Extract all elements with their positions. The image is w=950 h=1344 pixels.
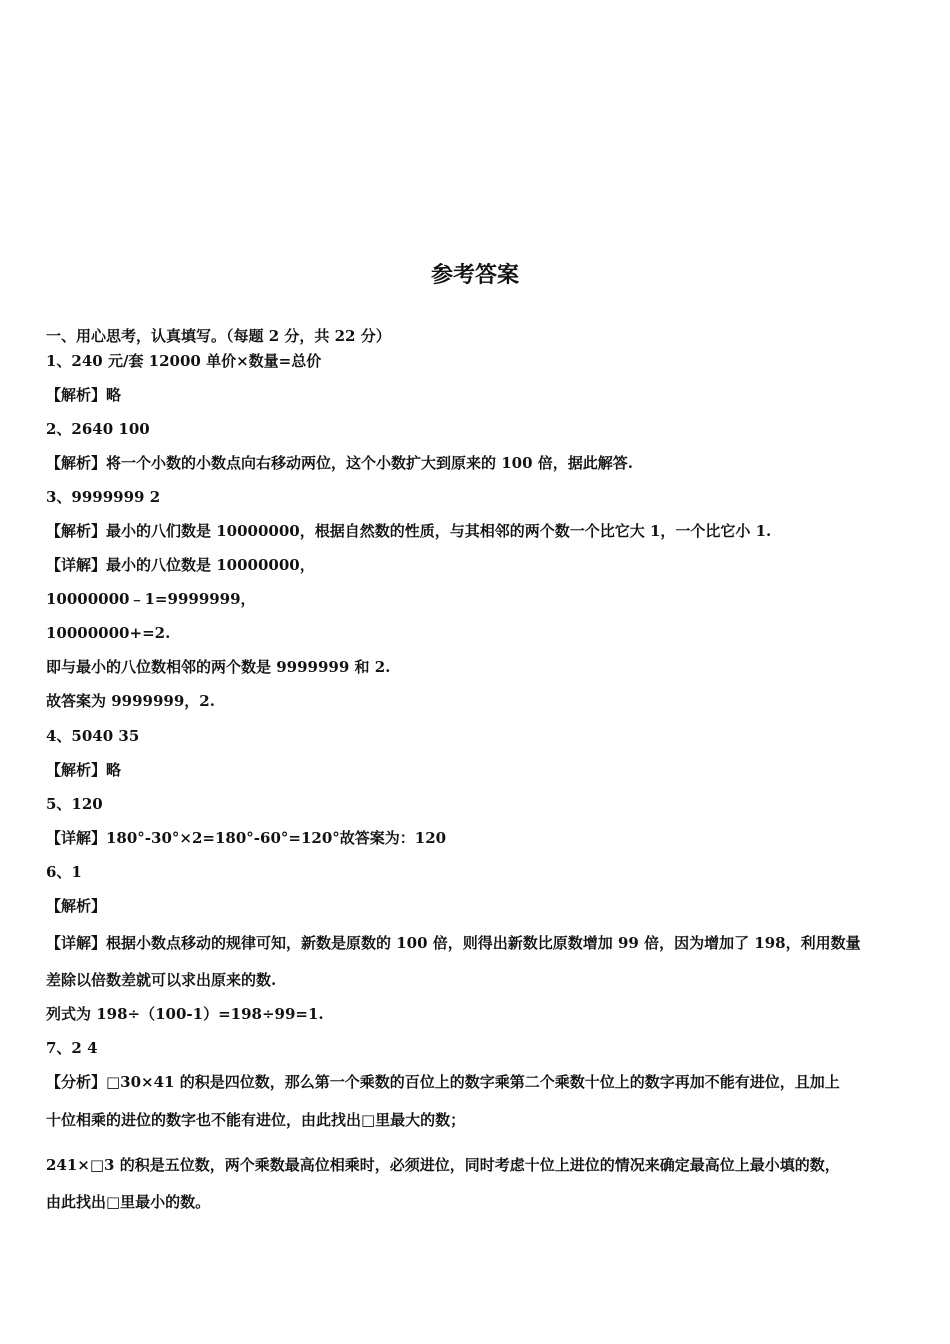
detail-3-line-2: 10000000﹣1=9999999， <box>46 590 256 608</box>
answer-3: 3、9999999 2 <box>46 488 161 506</box>
detail-3-line-1: 【详解】最小的八位数是 10000000， <box>46 556 315 574</box>
analysis-7-line-1: 【分析】□30×41 的积是四位数，那么第一个乘数的百位上的数字乘第二个乘数十位上的数字再加不能有进位，且加上 <box>46 1073 840 1091</box>
analysis-4: 【解析】略 <box>46 761 122 779</box>
detail-6-line-1: 【详解】根据小数点移动的规律可知，新数是原数的 100 倍，则得出新数比原数增加 99 倍，因为增加了 198，利用数量 <box>46 934 861 952</box>
answer-2: 2、2640 100 <box>46 420 150 438</box>
answer-4: 4、5040 35 <box>46 727 140 745</box>
analysis-2: 【解析】将一个小数的小数点向右移动两位，这个小数扩大到原来的 100 倍，据此解答. <box>46 454 633 472</box>
page-title: 参考答案 <box>430 263 519 288</box>
analysis-7-line-4: 由此找出□里最小的数。 <box>46 1193 211 1211</box>
analysis-7-line-2: 十位相乘的进位的数字也不能有进位，由此找出□里最大的数； <box>46 1111 466 1129</box>
detail-6-line-3: 列式为 198÷（100-1）=198÷99=1. <box>46 1005 324 1023</box>
answer-5: 5、120 <box>46 795 103 813</box>
detail-5: 【详解】180°-30°×2=180°-60°=120°故答案为：120 <box>46 829 447 847</box>
analysis-3: 【解析】最小的八们数是 10000000，根据自然数的性质，与其相邻的两个数一个比它大 1，一个比它小 1. <box>46 522 772 540</box>
answer-7: 7、2 4 <box>46 1039 98 1057</box>
analysis-6: 【解析】 <box>46 897 107 915</box>
answer-1: 1、240 元/套 12000 单价×数量=总价 <box>46 352 322 370</box>
detail-3-line-5: 故答案为 9999999，2. <box>46 692 215 710</box>
answer-6: 6、1 <box>46 863 82 881</box>
detail-6-line-2: 差除以倍数差就可以求出原来的数. <box>46 971 277 989</box>
detail-3-line-4: 即与最小的八位数相邻的两个数是 9999999 和 2. <box>46 658 391 676</box>
analysis-1: 【解析】略 <box>46 386 122 404</box>
analysis-7-line-3: 241×□3 的积是五位数，两个乘数最高位相乘时，必须进位，同时考虑十位上进位的情况来确定最高位上最小填的数， <box>46 1156 840 1174</box>
detail-3-line-3: 10000000+=2. <box>46 624 171 642</box>
section-heading: 一、用心思考，认真填写。（每题 2 分，共 22 分） <box>46 327 391 345</box>
